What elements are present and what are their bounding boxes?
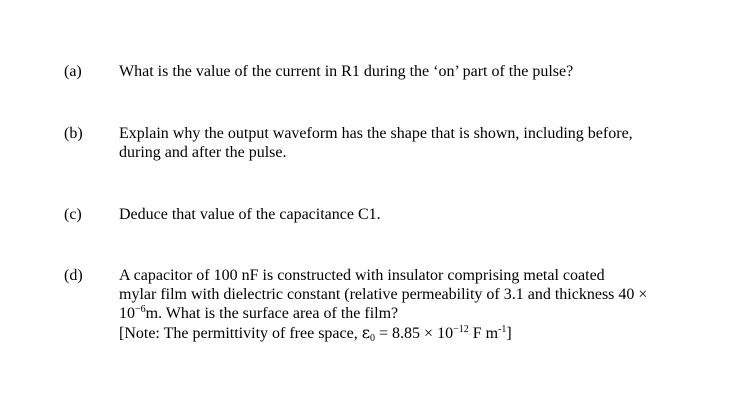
epsilon-subscript: 0 xyxy=(370,333,376,344)
question-c-text xyxy=(119,205,729,224)
question-b-label: (b) xyxy=(64,125,83,142)
exponent-base: 10 xyxy=(119,305,135,322)
exponent: −6 xyxy=(135,304,146,315)
note-start: [Note: The permittivity of free space, xyxy=(119,325,362,342)
question-a-line-1: What is the value of the current in R1 during the ‘on’ part of the pulse? xyxy=(119,63,574,80)
question-b-text xyxy=(119,124,729,162)
question-d-label: (d) xyxy=(64,267,83,284)
note-units: F m xyxy=(468,325,499,342)
note-exponent: −12 xyxy=(453,324,469,335)
note-units-exponent: -1 xyxy=(498,324,507,335)
question-d-line-2: mylar film with dielectric constant (relative permeability of 3.1 and thickness 40 × xyxy=(119,286,648,303)
note-value: = 8.85 × 10 xyxy=(375,325,454,342)
question-b-line-2: during and after the pulse. xyxy=(119,144,287,161)
question-d-line-3-text: m. What is the surface area of the film? xyxy=(145,305,399,322)
question-d-text xyxy=(119,266,729,343)
question-b-line-1: Explain why the output waveform has the shape that is shown, including before, xyxy=(119,125,633,142)
question-d-line-1: A capacitor of 100 nF is constructed with insulator comprising metal coated xyxy=(119,267,605,284)
question-a-text xyxy=(119,62,729,81)
question-d-line-3 xyxy=(119,304,729,323)
note-end: ] xyxy=(506,325,512,342)
question-c-line-1: Deduce that value of the capacitance C1. xyxy=(119,206,381,223)
epsilon-symbol: ε xyxy=(361,323,371,342)
question-a-label: (a) xyxy=(64,63,82,80)
permittivity-note xyxy=(119,323,729,343)
question-c-label: (c) xyxy=(64,206,82,223)
